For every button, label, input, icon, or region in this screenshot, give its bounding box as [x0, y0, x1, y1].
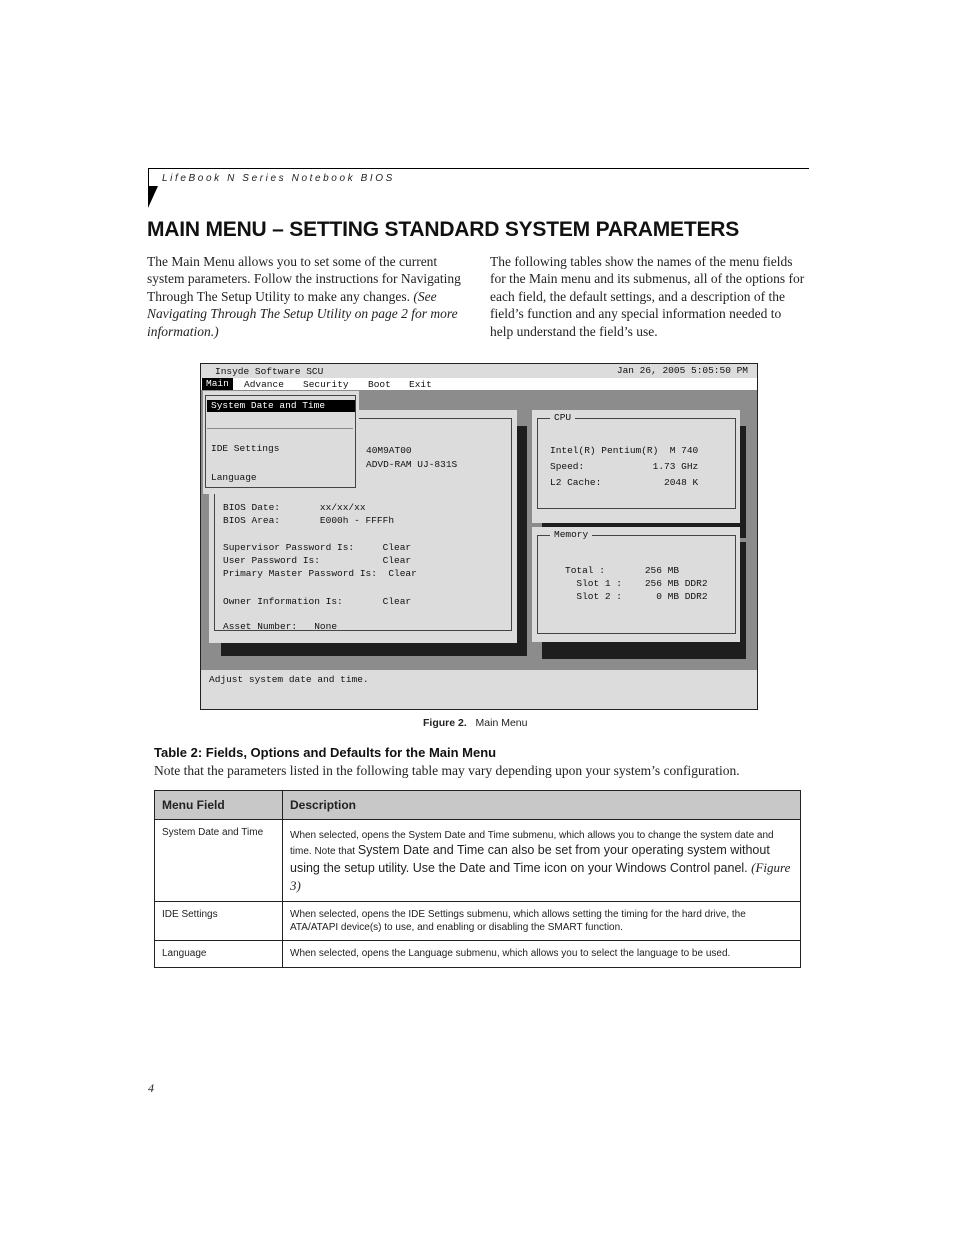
bios-menu-security[interactable]: Security — [303, 379, 349, 390]
bios-titlebar — [201, 364, 757, 378]
running-head: LifeBook N Series Notebook BIOS — [162, 173, 395, 184]
description-cell — [283, 820, 801, 902]
bios-status-bar — [201, 670, 757, 710]
cpu-panel-title: CPU — [550, 412, 575, 423]
description-text-part-2-body: System Date and Time can also be set from your operating system without using the setup utility. Use the Date and Time icon on your Windows Control panel. — [290, 843, 770, 875]
table-row — [155, 820, 801, 902]
cpu-l2-cache: L2 Cache: 2048 K — [550, 477, 699, 488]
description-cell: When selected, opens the Language submenu, which allows you to select the language to be used. — [283, 941, 801, 968]
submenu-separator — [207, 428, 353, 429]
table-row — [155, 941, 801, 968]
figure-3-reference: (Figure 3) — [290, 860, 791, 893]
figure-caption-text: Main Menu — [475, 717, 528, 729]
cpu-model: Intel(R) Pentium(R) M 740 — [550, 445, 699, 456]
intro-left-text: The Main Menu allows you to set some of the current system parameters. Follow the instructions for Navigating Through The Setup Utility to make any changes. — [147, 254, 461, 304]
bios-menu-exit[interactable]: Exit — [409, 379, 432, 390]
bios-date: BIOS Date: xx/xx/xx — [223, 502, 366, 513]
bios-menubar — [201, 378, 757, 390]
figure-label: Figure 2. — [423, 717, 467, 729]
bios-area: BIOS Area: E000h - FFFFh — [223, 515, 395, 526]
owner-information-status: Owner Information Is: Clear — [223, 596, 412, 607]
figure-caption — [423, 717, 527, 729]
primary-master-password-status: Primary Master Password Is: Clear — [223, 568, 417, 579]
bios-menu-boot[interactable]: Boot — [368, 379, 391, 390]
supervisor-password-status: Supervisor Password Is: Clear — [223, 542, 412, 553]
submenu-item-ide-settings[interactable]: IDE Settings — [211, 443, 280, 454]
memory-panel — [532, 527, 740, 642]
cpu-speed: Speed: 1.73 GHz — [550, 461, 699, 472]
bios-screenshot — [200, 363, 758, 710]
user-password-status: User Password Is: Clear — [223, 555, 412, 566]
main-submenu — [203, 391, 359, 494]
table-title: Table 2: Fields, Options and Defaults for the Main Menu — [154, 745, 497, 760]
header-vertical-rule — [148, 168, 149, 186]
description-text-part-1: When selected, opens the System Date and Time submenu, which allows you to change the system date and time. Note that — [290, 830, 774, 857]
description-cell: When selected, opens the IDE Settings submenu, which allows setting the timing for the hard drive, the ATA/ATAPI device(s) to use, and enabling or disabling the SMART function. — [283, 902, 801, 941]
intro-right-column: The following tables show the names of the menu fields for the Main menu and its submenus, all of the options for each field, the default settings, and a description of the field’s function and any special information needed to help understand the field’s use. — [490, 254, 805, 339]
bios-menu-main[interactable]: Main — [202, 378, 233, 390]
intro-left-column — [147, 253, 462, 340]
description-text-part-2 — [290, 843, 790, 893]
drive-info-line-1: 40M9AT00 — [366, 445, 412, 456]
table-header-row — [155, 791, 801, 820]
memory-slot-1: Slot 1 : 256 MB DDR2 — [565, 578, 708, 589]
page-title: MAIN MENU – SETTING STANDARD SYSTEM PARAMETERS — [147, 218, 740, 241]
bios-datetime: Jan 26, 2005 5:05:50 PM — [616, 365, 748, 376]
page-number: 4 — [148, 1081, 154, 1095]
memory-panel-title: Memory — [550, 529, 592, 540]
header-triangle-mark — [148, 186, 158, 208]
asset-number: Asset Number: None — [223, 621, 338, 632]
intro-left-crossref: (See Navigating Through The Setup Utility on page 2 for more information.) — [147, 288, 458, 339]
field-cell: Language — [155, 941, 283, 968]
memory-slot-2: Slot 2 : 0 MB DDR2 — [565, 591, 708, 602]
table-row — [155, 902, 801, 941]
cpu-panel — [532, 410, 740, 523]
submenu-item-system-date-time[interactable]: System Date and Time — [207, 400, 355, 412]
drive-info-line-2: ADVD-RAM UJ-831S — [366, 459, 458, 470]
field-cell: System Date and Time — [155, 820, 283, 902]
header-rule — [148, 168, 809, 169]
field-cell: IDE Settings — [155, 902, 283, 941]
table-note: Note that the parameters listed in the following table may vary depending upon your system’s configuration. — [154, 763, 740, 778]
submenu-item-language[interactable]: Language — [211, 472, 257, 483]
column-header-menu-field: Menu Field — [155, 791, 283, 820]
column-header-description: Description — [283, 791, 801, 820]
memory-total: Total : 256 MB — [565, 565, 680, 576]
bios-menu-advance[interactable]: Advance — [244, 379, 284, 390]
bios-status-text: Adjust system date and time. — [209, 674, 369, 685]
bios-app-name: Insyde Software SCU — [215, 366, 324, 377]
main-menu-fields-table — [154, 790, 801, 968]
